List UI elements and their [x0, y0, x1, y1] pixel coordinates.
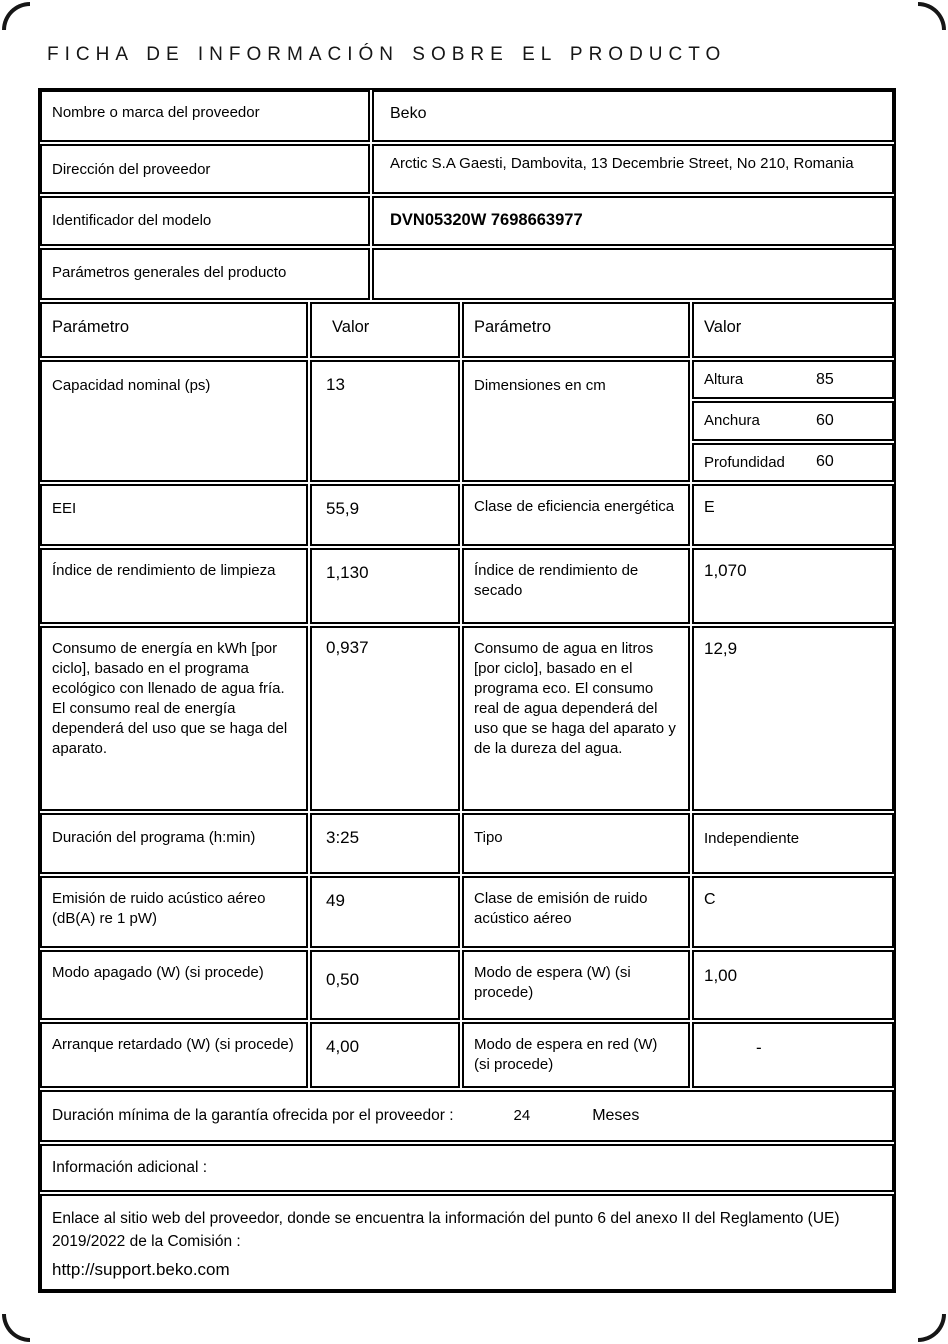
noise-class-value: C [692, 876, 894, 948]
off-mode-value: 0,50 [310, 950, 460, 1020]
eei-value: 55,9 [310, 484, 460, 546]
supplier-address-label: Dirección del proveedor [40, 144, 370, 194]
table-row [40, 90, 894, 142]
header-param-right: Parámetro [462, 302, 690, 358]
networked-standby-label: Modo de espera en red (W) (si procede) [462, 1022, 690, 1088]
table-row [40, 1144, 894, 1192]
networked-standby-value: - [692, 1022, 894, 1088]
dimension-row-width [692, 401, 894, 440]
noise-emission-label: Emisión de ruido acústico aéreo (dB(A) re 1 pW) [40, 876, 308, 948]
supplier-name-label: Nombre o marca del proveedor [40, 90, 370, 142]
additional-info-label: Información adicional : [40, 1144, 894, 1192]
drying-index-label: Índice de rendimiento de secado [462, 548, 690, 624]
product-fiche-table [38, 88, 896, 1293]
energy-class-value: E [692, 484, 894, 546]
dimension-value: 85 [816, 370, 834, 388]
warranty-row [40, 1090, 894, 1142]
off-mode-label: Modo apagado (W) (si procede) [40, 950, 308, 1020]
drying-index-value: 1,070 [692, 548, 894, 624]
page-corner-mark [918, 2, 946, 30]
warranty-label: Duración mínima de la garantía ofrecida por el proveedor : [52, 1106, 454, 1124]
cleaning-index-label: Índice de rendimiento de limpieza [40, 548, 308, 624]
energy-class-label: Clase de eficiencia energética [462, 484, 690, 546]
table-row [40, 360, 894, 482]
table-row [40, 248, 894, 300]
program-duration-label: Duración del programa (h:min) [40, 813, 308, 874]
table-row [40, 1090, 894, 1142]
table-row [40, 548, 894, 624]
energy-consumption-label: Consumo de energía en kWh [por ciclo], basado en el programa ecológico con llenado de agua fría. El consumo real de energía dependerá del uso que se haga del aparato. [40, 626, 308, 811]
table-row [40, 1022, 894, 1088]
cleaning-index-value: 1,130 [310, 548, 460, 624]
header-value-left: Valor [310, 302, 460, 358]
capacity-label: Capacidad nominal (ps) [40, 360, 308, 482]
dimension-label: Altura [704, 371, 744, 389]
water-consumption-label: Consumo de agua en litros [por ciclo], basado en el programa eco. El consumo real de agua dependerá del uso que se haga del aparato y de la dureza del agua. [462, 626, 690, 811]
warranty-unit: Meses [592, 1107, 640, 1125]
water-consumption-value: 12,9 [692, 626, 894, 811]
warranty-value: 24 [513, 1107, 531, 1125]
delayed-start-label: Arranque retardado (W) (si procede) [40, 1022, 308, 1088]
standby-mode-label: Modo de espera (W) (si procede) [462, 950, 690, 1020]
dimension-value: 60 [816, 411, 834, 429]
general-params-label: Parámetros generales del producto [40, 248, 370, 300]
table-row [40, 626, 894, 811]
type-label: Tipo [462, 813, 690, 874]
noise-class-label: Clase de emisión de ruido acústico aéreo [462, 876, 690, 948]
program-duration-value: 3:25 [310, 813, 460, 874]
page-corner-mark [2, 2, 30, 30]
table-row [40, 950, 894, 1020]
page-corner-mark [2, 1314, 30, 1342]
table-row [40, 1194, 894, 1291]
dimension-label: Profundidad [704, 453, 785, 471]
type-value: Independiente [692, 813, 894, 874]
supplier-address-value: Arctic S.A Gaesti, Dambovita, 13 Decembrie Street, No 210, Romania [372, 144, 894, 194]
supplier-link-row [40, 1194, 894, 1291]
standby-mode-value: 1,00 [692, 950, 894, 1020]
delayed-start-value: 4,00 [310, 1022, 460, 1088]
capacity-value: 13 [310, 360, 460, 482]
header-value-right: Valor [692, 302, 894, 358]
dimensions-subtable [692, 360, 894, 482]
supplier-name-value: Beko [372, 90, 894, 142]
header-param-left: Parámetro [40, 302, 308, 358]
dimension-value: 60 [816, 453, 834, 471]
general-params-value [372, 248, 894, 300]
table-header-row [40, 302, 894, 358]
page-title: FICHA DE INFORMACIÓN SOBRE EL PRODUCTO [47, 44, 727, 65]
model-id-label: Identificador del modelo [40, 196, 370, 246]
dimensions-label: Dimensiones en cm [462, 360, 690, 482]
table-row [40, 876, 894, 948]
table-row [40, 144, 894, 194]
energy-consumption-value: 0,937 [310, 626, 460, 811]
dimension-row-height [692, 360, 894, 399]
eei-label: EEI [40, 484, 308, 546]
model-id-value: DVN05320W 7698663977 [372, 196, 894, 246]
noise-emission-value: 49 [310, 876, 460, 948]
table-row [40, 484, 894, 546]
page-corner-mark [918, 1314, 946, 1342]
supplier-link-text: Enlace al sitio web del proveedor, donde se encuentra la información del punto 6 del anexo II del Reglamento (UE) 2019/2022 de la Comisión : [52, 1210, 840, 1251]
dimension-row-depth [692, 443, 894, 482]
table-row [40, 813, 894, 874]
dimension-label: Anchura [704, 412, 760, 430]
supplier-link-url: http://support.beko.com [52, 1259, 230, 1279]
table-row [40, 196, 894, 246]
